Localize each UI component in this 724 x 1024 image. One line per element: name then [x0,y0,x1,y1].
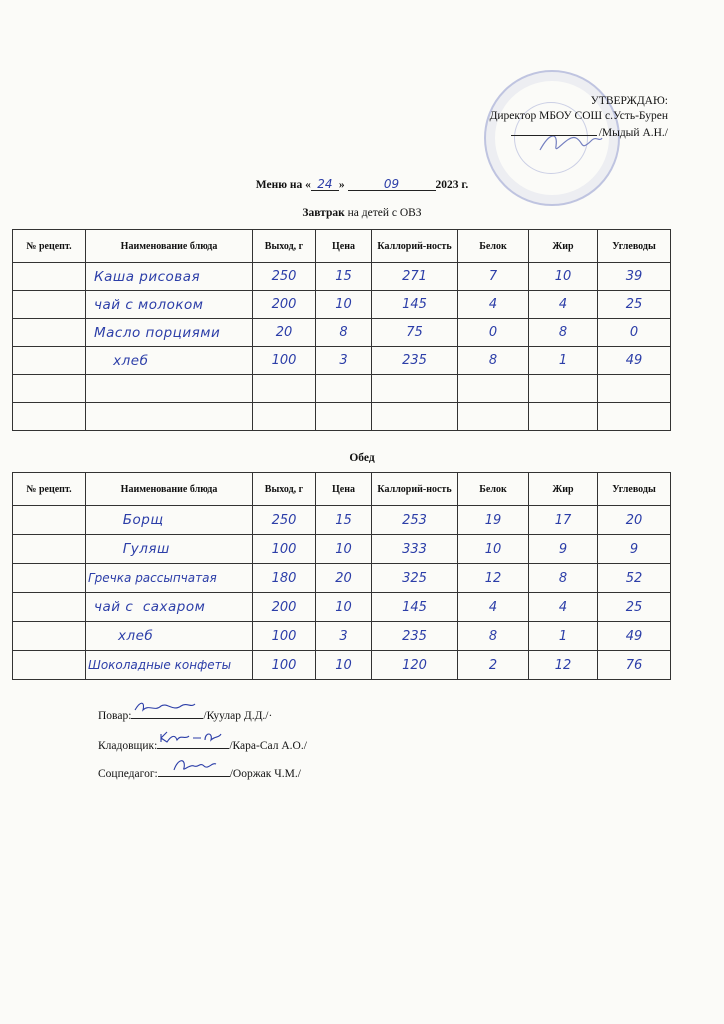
table-row [13,375,671,403]
kcal-cell: 235 [372,622,458,651]
recipe-cell [13,535,86,564]
col-protein: Белок [458,230,529,263]
price-cell: 10 [316,651,372,680]
protein-cell: 7 [458,263,529,291]
dish-cell: хлеб [86,347,253,375]
col-yield: Выход, г [253,473,316,506]
yield-cell: 200 [253,593,316,622]
recipe-cell [13,622,86,651]
price-cell: 20 [316,564,372,593]
signature-blank [511,124,597,136]
fat-cell: 8 [529,564,598,593]
col-carbs: Углеводы [598,230,671,263]
price-cell: 8 [316,319,372,347]
table-row [13,593,671,622]
menu-month: 09 [348,178,436,191]
yield-cell: 200 [253,291,316,319]
staff-social-pedagogue [98,762,301,780]
breakfast-title-bold: Завтрак [302,207,345,219]
yield-cell: 180 [253,564,316,593]
kcal-cell: 271 [372,263,458,291]
yield-cell [253,375,316,403]
table-row [13,651,671,680]
protein-cell [458,403,529,431]
yield-cell: 100 [253,535,316,564]
protein-cell: 4 [458,593,529,622]
yield-cell [253,403,316,431]
carbs-cell [598,375,671,403]
carbs-cell: 20 [598,506,671,535]
carbs-cell: 49 [598,347,671,375]
recipe-cell [13,291,86,319]
col-price: Цена [316,230,372,263]
recipe-cell [13,347,86,375]
dish-cell: чай с сахаром [86,593,253,622]
carbs-cell: 76 [598,651,671,680]
recipe-cell [13,375,86,403]
dish-cell: чай с молоком [86,291,253,319]
price-cell: 10 [316,291,372,319]
protein-cell: 8 [458,622,529,651]
kcal-cell: 325 [372,564,458,593]
carbs-cell: 9 [598,535,671,564]
price-cell: 15 [316,263,372,291]
staff-name: /Кара-Сал А.О./ [229,740,307,752]
recipe-cell [13,651,86,680]
col-kcal: Каллорий-ность [372,473,458,506]
approval-signature-line [490,124,668,141]
kcal-cell: 75 [372,319,458,347]
price-cell [316,403,372,431]
fat-cell: 4 [529,291,598,319]
dish-cell [86,403,253,431]
price-cell: 3 [316,347,372,375]
table-row [13,347,671,375]
fat-cell: 10 [529,263,598,291]
kcal-cell: 145 [372,291,458,319]
carbs-cell: 0 [598,319,671,347]
yield-cell: 250 [253,263,316,291]
carbs-cell: 39 [598,263,671,291]
dish-cell [86,375,253,403]
lunch-title: Обед [349,452,375,464]
carbs-cell [598,403,671,431]
protein-cell [458,375,529,403]
dish-cell: Гречка рассыпчатая [86,564,253,593]
col-yield: Выход, г [253,230,316,263]
col-dish: Наименование блюда [86,230,253,263]
price-cell: 3 [316,622,372,651]
price-cell: 10 [316,593,372,622]
approval-position: Директор МБОУ СОШ с.Усть-Бурен [489,110,668,122]
breakfast-header-row [13,230,671,263]
yield-cell: 100 [253,651,316,680]
table-row [13,403,671,431]
protein-cell: 2 [458,651,529,680]
recipe-cell [13,593,86,622]
menu-prefix: Меню на « [255,179,311,191]
dish-cell: хлеб [86,622,253,651]
table-row [13,622,671,651]
protein-cell: 12 [458,564,529,593]
staff-storekeeper [98,734,307,752]
approval-block [490,94,668,141]
yield-cell: 100 [253,347,316,375]
fat-cell: 12 [529,651,598,680]
col-recipe: № рецепт. [13,230,86,263]
dish-cell: Каша рисовая [86,263,253,291]
staff-role: Соцпедагог: [98,768,158,780]
cook-signature [131,704,203,719]
pedagogue-signature [158,762,230,777]
dish-cell: Шоколадные конфеты [86,651,253,680]
protein-cell: 0 [458,319,529,347]
col-fat: Жир [529,230,598,263]
fat-cell: 8 [529,319,598,347]
dish-cell: Гуляш [86,535,253,564]
breakfast-title [0,207,724,219]
table-row [13,319,671,347]
table-row [13,564,671,593]
price-cell: 15 [316,506,372,535]
carbs-cell: 49 [598,622,671,651]
kcal-cell: 235 [372,347,458,375]
recipe-cell [13,319,86,347]
kcal-cell [372,403,458,431]
staff-name: /Ооржак Ч.М./ [229,768,301,780]
carbs-cell: 25 [598,593,671,622]
table-row [13,263,671,291]
recipe-cell [13,263,86,291]
fat-cell: 9 [529,535,598,564]
table-row [13,291,671,319]
kcal-cell: 120 [372,651,458,680]
fat-cell: 1 [529,622,598,651]
menu-date-line [0,178,724,191]
fat-cell: 17 [529,506,598,535]
table-row [13,506,671,535]
staff-role: Повар: [98,710,132,722]
col-fat: Жир [529,473,598,506]
breakfast-table [12,229,671,431]
recipe-cell [13,506,86,535]
price-cell: 10 [316,535,372,564]
protein-cell: 4 [458,291,529,319]
fat-cell [529,375,598,403]
staff-cook [98,704,272,722]
fat-cell: 1 [529,347,598,375]
fat-cell: 4 [529,593,598,622]
protein-cell: 19 [458,506,529,535]
kcal-cell [372,375,458,403]
col-kcal: Каллорий-ность [372,230,458,263]
carbs-cell: 52 [598,564,671,593]
col-carbs: Углеводы [598,473,671,506]
col-protein: Белок [458,473,529,506]
kcal-cell: 145 [372,593,458,622]
fat-cell [529,403,598,431]
recipe-cell [13,564,86,593]
staff-name: /Куулар Д.Д./· [203,710,273,722]
carbs-cell: 25 [598,291,671,319]
lunch-table [12,472,671,680]
breakfast-title-rest: на детей с ОВЗ [344,207,422,219]
dish-cell: Борщ [86,506,253,535]
menu-mid: » [338,179,345,191]
col-price: Цена [316,473,372,506]
recipe-cell [13,403,86,431]
protein-cell: 8 [458,347,529,375]
yield-cell: 100 [253,622,316,651]
kcal-cell: 333 [372,535,458,564]
yield-cell: 20 [253,319,316,347]
lunch-header-row [13,473,671,506]
staff-role: Кладовщик: [98,740,158,752]
storekeeper-signature [157,734,229,749]
approval-director-name: /Мыдый А.Н./ [598,127,668,139]
col-recipe: № рецепт. [13,473,86,506]
table-row [13,535,671,564]
price-cell [316,375,372,403]
menu-year: 2023 г. [435,179,469,191]
dish-cell: Масло порциями [86,319,253,347]
kcal-cell: 253 [372,506,458,535]
col-dish: Наименование блюда [86,473,253,506]
yield-cell: 250 [253,506,316,535]
approval-title: УТВЕРЖДАЮ: [590,95,668,107]
menu-day: 24 [311,178,339,191]
protein-cell: 10 [458,535,529,564]
